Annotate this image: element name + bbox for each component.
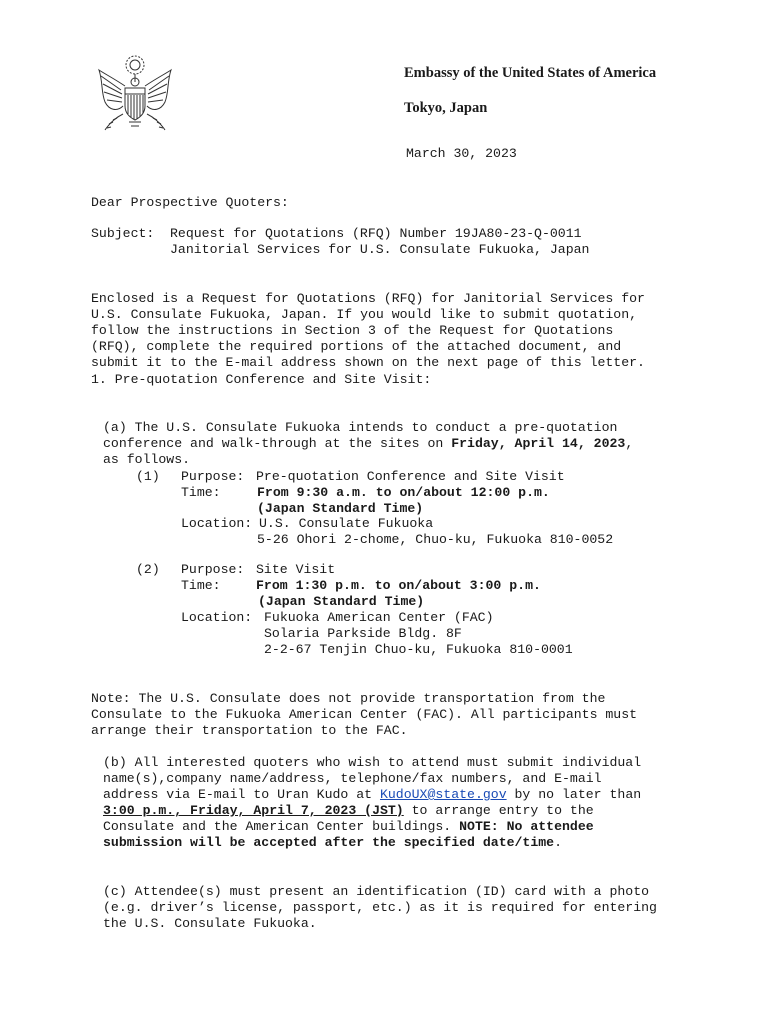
item-2-purpose-label: Purpose:	[181, 562, 245, 577]
item-a-line-1: (a) The U.S. Consulate Fukuoka intends to conduct a pre-quotation	[103, 420, 618, 435]
item-c-line: (c) Attendee(s) must present an identification (ID) card with a photo	[103, 884, 650, 899]
item-b-period: .	[554, 835, 563, 850]
attendee-note-bold: NOTE: No attendee	[459, 819, 594, 834]
intro-line: U.S. Consulate Fukuoka, Japan. If you would like to submit quotation,	[91, 307, 638, 322]
item-b-line-6	[103, 835, 641, 851]
item-1-number: (1)	[136, 469, 160, 484]
intro-line: (RFQ), complete the required portions of the attached document, and	[91, 339, 622, 354]
embassy-city: Tokyo, Japan	[404, 100, 488, 116]
item-a-line-2	[103, 436, 633, 452]
item-b-line-2: name(s),company name/address, telephone/fax numbers, and E-mail	[103, 771, 602, 786]
item-1-timezone: (Japan Standard Time)	[257, 501, 424, 516]
item-c-line: (e.g. driver’s license, passport, etc.) as it is required for entering	[103, 900, 657, 915]
item-a-comma: ,	[625, 436, 634, 451]
intro-line: Enclosed is a Request for Quotations (RFQ) for Janitorial Services for	[91, 291, 645, 306]
item-b-line-1: (b) All interested quoters who wish to attend must submit individual	[103, 755, 642, 770]
item-1-location-label: Location:	[181, 516, 253, 531]
item-2-location-name: Fukuoka American Center (FAC)	[264, 610, 494, 625]
attendee-note-bold-2: submission will be accepted after the specified date/time	[103, 835, 555, 850]
item-b-line-5	[103, 819, 641, 835]
note-line: arrange their transportation to the FAC.	[91, 723, 408, 738]
intro-paragraph	[91, 275, 645, 387]
item-b-paragraph	[103, 739, 641, 867]
item-c-line: the U.S. Consulate Fukuoka.	[103, 916, 317, 931]
conference-date: Friday, April 14, 2023	[451, 436, 626, 451]
subject-label: Subject:	[91, 226, 155, 241]
note-line: Note: The U.S. Consulate does not provide transportation from the	[91, 691, 606, 706]
item-b-line-3	[103, 787, 641, 803]
item-2-purpose: Site Visit	[256, 562, 336, 577]
item-2-location-address: 2-2-67 Tenjin Chuo-ku, Fukuoka 810-0001	[264, 642, 573, 657]
note-line: Consulate to the Fukuoka American Center (FAC). All participants must	[91, 707, 638, 722]
item-b-text: Consulate and the American Center buildings.	[103, 819, 460, 834]
item-1-time: From 9:30 a.m. to on/about 12:00 p.m.	[257, 485, 550, 500]
item-2-time-label: Time:	[181, 578, 221, 593]
embassy-name: Embassy of the United States of America	[404, 65, 657, 81]
item-1-purpose-label: Purpose:	[181, 469, 245, 484]
item-b-line-4	[103, 803, 641, 819]
item-1-location-address: 5-26 Ohori 2-chome, Chuo-ku, Fukuoka 810-0052	[257, 532, 614, 547]
item-2-timezone: (Japan Standard Time)	[258, 594, 425, 609]
item-a-line-3: as follows.	[103, 452, 191, 467]
embassy-seal-emblem	[95, 52, 175, 138]
item-c-paragraph	[103, 868, 657, 948]
subject-line-1: Request for Quotations (RFQ) Number 19JA80-23-Q-0011	[170, 226, 582, 241]
section-1-heading: 1. Pre-quotation Conference and Site Visit:	[91, 372, 432, 387]
item-1-time-label: Time:	[181, 485, 221, 500]
item-2-location-building: Solaria Parkside Bldg. 8F	[264, 626, 462, 641]
item-2-location-label: Location:	[181, 610, 253, 625]
intro-line: follow the instructions in Section 3 of the Request for Quotations	[91, 323, 614, 338]
salutation: Dear Prospective Quoters:	[91, 195, 289, 210]
contact-email-link[interactable]: KudoUX@state.gov	[379, 787, 507, 802]
item-b-text: by no later than	[506, 787, 642, 802]
item-2-time: From 1:30 p.m. to on/about 3:00 p.m.	[256, 578, 541, 593]
intro-line: submit it to the E-mail address shown on the next page of this letter.	[91, 355, 645, 370]
item-1-purpose: Pre-quotation Conference and Site Visit	[256, 469, 565, 484]
item-1-location-name: U.S. Consulate Fukuoka	[259, 516, 434, 531]
item-b-text: to arrange entry to the	[403, 803, 594, 818]
item-b-text: address via E-mail to Uran Kudo at	[103, 787, 380, 802]
registration-deadline: 3:00 p.m., Friday, April 7, 2023 (JST)	[103, 803, 404, 818]
subject-line-2: Janitorial Services for U.S. Consulate Fukuoka, Japan	[170, 242, 590, 257]
letter-date: March 30, 2023	[406, 146, 517, 161]
item-a-text: conference and walk-through at the sites on	[103, 436, 452, 451]
item-2-number: (2)	[136, 562, 160, 577]
